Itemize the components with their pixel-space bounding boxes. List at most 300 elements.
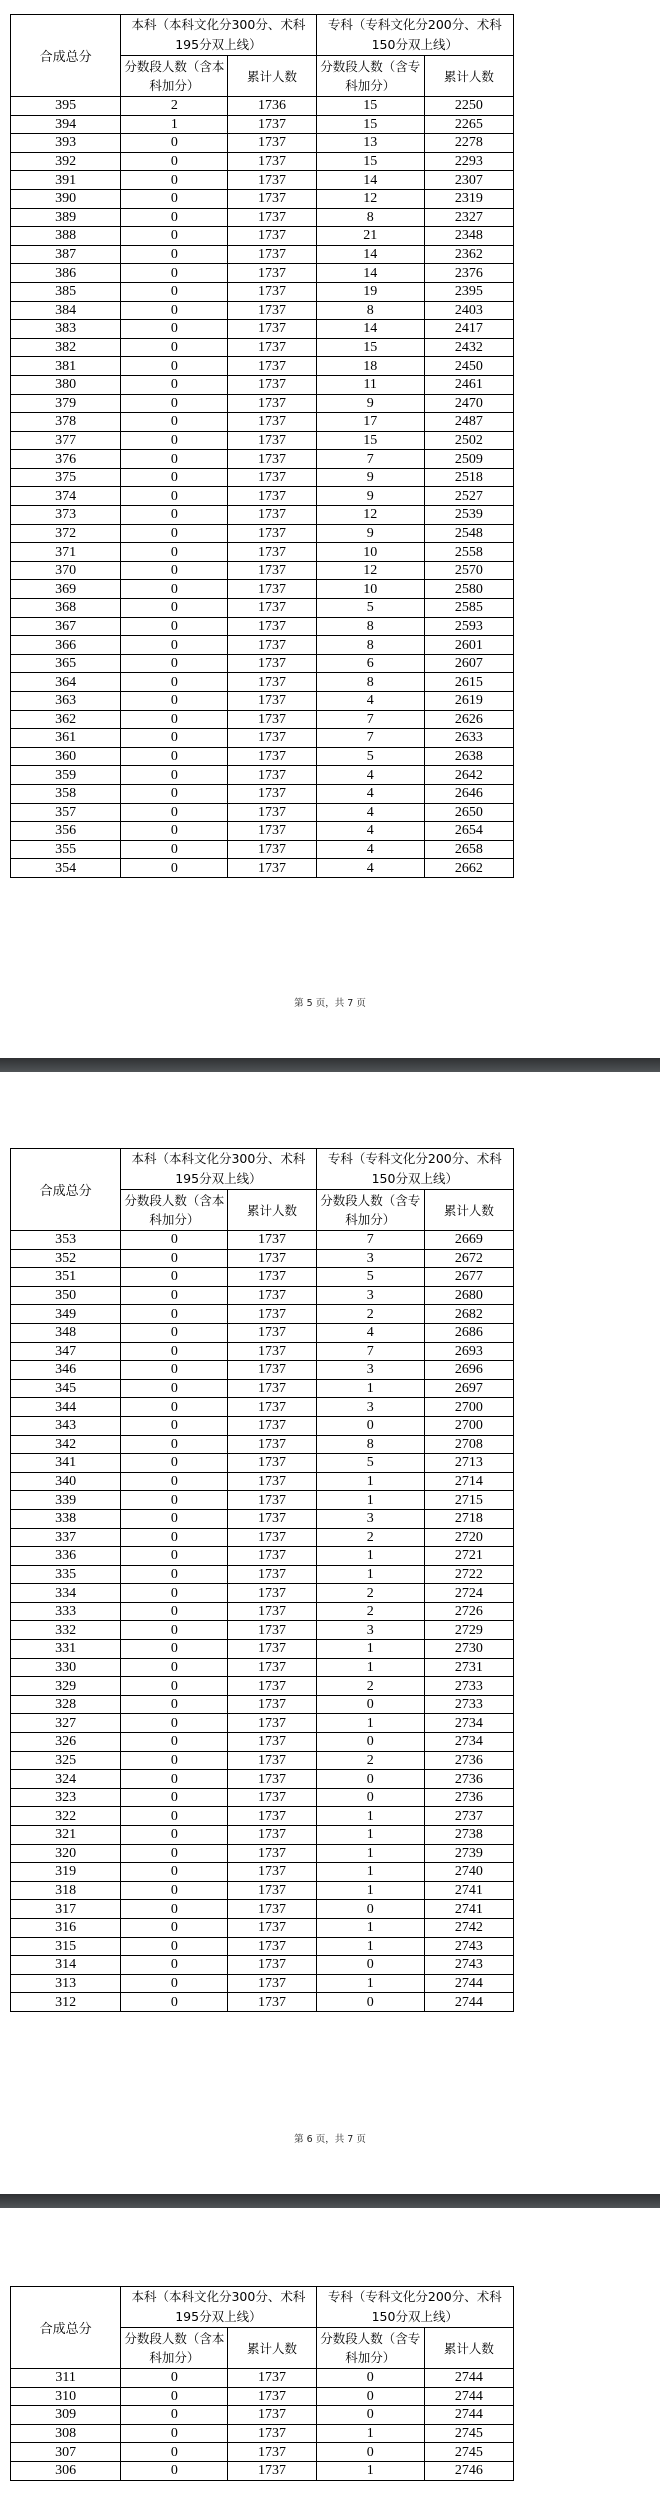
junior-count-cell: 5 [316,599,424,618]
total-score-cell: 394 [11,115,121,134]
junior-cumulative-cell: 2293 [424,152,513,171]
undergrad-count-cell: 0 [121,1863,228,1882]
undergrad-cumulative-cell: 1737 [228,859,316,878]
undergrad-count-cell: 0 [121,245,228,264]
junior-cumulative-cell: 2487 [424,413,513,432]
total-score-cell: 358 [11,784,121,803]
undergrad-cumulative-cell: 1737 [228,803,316,822]
undergrad-count-cell: 0 [121,2424,228,2443]
junior-cumulative-cell: 2417 [424,320,513,339]
undergrad-count-cell: 0 [121,1695,228,1714]
junior-cumulative-cell: 2450 [424,357,513,376]
junior-count-cell: 8 [316,636,424,655]
undergrad-cumulative-cell: 1737 [228,357,316,376]
junior-count-cell: 4 [316,766,424,785]
junior-count-cell: 19 [316,282,424,301]
table-row [11,524,514,543]
undergrad-cumulative-cell: 1737 [228,2443,316,2462]
undergrad-count-cell: 0 [121,152,228,171]
undergrad-cumulative-cell: 1737 [228,729,316,748]
table-row [11,543,514,562]
table-row [11,617,514,636]
undergrad-count-cell: 0 [121,1844,228,1863]
junior-cumulative-cell: 2733 [424,1677,513,1696]
undergrad-count-cell: 0 [121,1398,228,1417]
header-undergrad-count: 分数段人数（含本科加分） [121,56,228,97]
table-row [11,1416,514,1435]
junior-count-cell: 10 [316,543,424,562]
table-row [11,784,514,803]
junior-count-cell: 1 [316,1826,424,1845]
total-score-cell: 320 [11,1844,121,1863]
undergrad-count-cell: 0 [121,729,228,748]
junior-count-cell: 11 [316,375,424,394]
page-footer: 第 6 页，共 7 页 [294,2134,366,2145]
total-score-cell: 380 [11,375,121,394]
header-undergrad-count: 分数段人数（含本科加分） [121,1190,228,1231]
page-5 [0,0,660,1058]
table-row [11,1714,514,1733]
junior-count-cell: 13 [316,134,424,153]
junior-cumulative-cell: 2633 [424,729,513,748]
undergrad-cumulative-cell: 1737 [228,1807,316,1826]
undergrad-cumulative-cell: 1737 [228,1547,316,1566]
undergrad-cumulative-cell: 1737 [228,431,316,450]
total-score-cell: 321 [11,1826,121,1845]
junior-cumulative-cell: 2743 [424,1956,513,1975]
undergrad-cumulative-cell: 1737 [228,1323,316,1342]
total-score-cell: 377 [11,431,121,450]
junior-cumulative-cell: 2686 [424,1323,513,1342]
junior-cumulative-cell: 2741 [424,1900,513,1919]
junior-count-cell: 4 [316,1323,424,1342]
undergrad-count-cell: 0 [121,1472,228,1491]
total-score-cell: 375 [11,468,121,487]
junior-count-cell: 14 [316,320,424,339]
total-score-cell: 353 [11,1231,121,1250]
total-score-cell: 328 [11,1695,121,1714]
table-row [11,171,514,190]
junior-count-cell: 3 [316,1361,424,1380]
junior-cumulative-cell: 2734 [424,1714,513,1733]
total-score-cell: 368 [11,599,121,618]
total-score-cell: 367 [11,617,121,636]
junior-cumulative-cell: 2615 [424,673,513,692]
total-score-cell: 373 [11,506,121,525]
undergrad-count-cell: 0 [121,859,228,878]
undergrad-count-cell: 0 [121,1640,228,1659]
undergrad-cumulative-cell: 1737 [228,599,316,618]
total-score-cell: 335 [11,1565,121,1584]
undergrad-count-cell: 0 [121,1807,228,1826]
junior-count-cell: 1 [316,1491,424,1510]
junior-count-cell: 1 [316,1881,424,1900]
total-score-cell: 391 [11,171,121,190]
undergrad-cumulative-cell: 1737 [228,1342,316,1361]
table-row [11,1937,514,1956]
undergrad-cumulative-cell: 1737 [228,171,316,190]
total-score-cell: 360 [11,747,121,766]
undergrad-cumulative-cell: 1737 [228,822,316,841]
total-score-cell: 308 [11,2424,121,2443]
undergrad-cumulative-cell: 1737 [228,1826,316,1845]
undergrad-count-cell: 0 [121,1621,228,1640]
junior-count-cell: 17 [316,413,424,432]
junior-cumulative-cell: 2527 [424,487,513,506]
table-row [11,1956,514,1975]
undergrad-cumulative-cell: 1737 [228,654,316,673]
total-score-cell: 316 [11,1918,121,1937]
undergrad-cumulative-cell: 1737 [228,1751,316,1770]
total-score-cell: 381 [11,357,121,376]
junior-cumulative-cell: 2743 [424,1937,513,1956]
undergrad-cumulative-cell: 1737 [228,1602,316,1621]
undergrad-count-cell: 0 [121,636,228,655]
undergrad-count-cell: 0 [121,561,228,580]
undergrad-count-cell: 0 [121,1565,228,1584]
junior-count-cell: 0 [316,1900,424,1919]
junior-cumulative-cell: 2642 [424,766,513,785]
undergrad-count-cell: 0 [121,654,228,673]
total-score-cell: 386 [11,264,121,283]
junior-cumulative-cell: 2650 [424,803,513,822]
junior-count-cell: 7 [316,710,424,729]
junior-cumulative-cell: 2738 [424,1826,513,1845]
table-row [11,2387,514,2406]
junior-count-cell: 0 [316,1733,424,1752]
undergrad-count-cell: 0 [121,1584,228,1603]
junior-cumulative-cell: 2700 [424,1398,513,1417]
junior-cumulative-cell: 2348 [424,227,513,246]
junior-count-cell: 1 [316,1547,424,1566]
junior-cumulative-cell: 2744 [424,1993,513,2012]
junior-count-cell: 2 [316,1602,424,1621]
header-undergrad-group: 本科（本科文化分300分、术科195分双上线） [121,2287,316,2328]
total-score-cell: 351 [11,1268,121,1287]
undergrad-count-cell: 0 [121,1323,228,1342]
junior-cumulative-cell: 2432 [424,338,513,357]
undergrad-cumulative-cell: 1737 [228,1733,316,1752]
junior-cumulative-cell: 2740 [424,1863,513,1882]
junior-count-cell: 0 [316,1416,424,1435]
total-score-cell: 364 [11,673,121,692]
junior-cumulative-cell: 2607 [424,654,513,673]
junior-cumulative-cell: 2720 [424,1528,513,1547]
total-score-cell: 346 [11,1361,121,1380]
junior-cumulative-cell: 2729 [424,1621,513,1640]
undergrad-cumulative-cell: 1737 [228,134,316,153]
table-row [11,2424,514,2443]
header-junior-cumulative: 累计人数 [424,56,513,97]
undergrad-count-cell: 0 [121,1268,228,1287]
junior-count-cell: 15 [316,338,424,357]
undergrad-count-cell: 0 [121,1770,228,1789]
table-row [11,729,514,748]
undergrad-cumulative-cell: 1737 [228,1956,316,1975]
undergrad-count-cell: 0 [121,1342,228,1361]
total-score-cell: 309 [11,2406,121,2425]
undergrad-cumulative-cell: 1737 [228,375,316,394]
undergrad-count-cell: 0 [121,599,228,618]
undergrad-count-cell: 0 [121,431,228,450]
table-row [11,840,514,859]
table-row [11,1268,514,1287]
header-junior-count: 分数段人数（含专科加分） [316,2328,424,2369]
total-score-cell: 390 [11,189,121,208]
junior-cumulative-cell: 2745 [424,2424,513,2443]
undergrad-count-cell: 0 [121,580,228,599]
junior-count-cell: 1 [316,1974,424,1993]
table-row [11,2406,514,2425]
table-row [11,747,514,766]
undergrad-cumulative-cell: 1737 [228,1900,316,1919]
undergrad-cumulative-cell: 1737 [228,1918,316,1937]
undergrad-count-cell: 0 [121,1231,228,1250]
table-row [11,1435,514,1454]
total-score-cell: 359 [11,766,121,785]
junior-count-cell: 8 [316,301,424,320]
table-row [11,1863,514,1882]
junior-count-cell: 1 [316,1379,424,1398]
table-row [11,654,514,673]
junior-cumulative-cell: 2585 [424,599,513,618]
undergrad-cumulative-cell: 1737 [228,1379,316,1398]
junior-cumulative-cell: 2580 [424,580,513,599]
score-table [10,1148,514,2012]
junior-cumulative-cell: 2722 [424,1565,513,1584]
total-score-cell: 387 [11,245,121,264]
table-row [11,636,514,655]
total-score-cell: 322 [11,1807,121,1826]
table-row [11,561,514,580]
score-table [10,14,514,878]
table-body [11,97,514,878]
table-row [11,468,514,487]
junior-cumulative-cell: 2470 [424,394,513,413]
junior-cumulative-cell: 2744 [424,2387,513,2406]
table-row [11,1733,514,1752]
junior-count-cell: 0 [316,1695,424,1714]
undergrad-cumulative-cell: 1737 [228,1788,316,1807]
undergrad-count-cell: 0 [121,803,228,822]
table-row [11,1677,514,1696]
junior-count-cell: 15 [316,431,424,450]
junior-count-cell: 9 [316,524,424,543]
junior-count-cell: 1 [316,1565,424,1584]
undergrad-count-cell: 0 [121,301,228,320]
undergrad-cumulative-cell: 1737 [228,1640,316,1659]
undergrad-cumulative-cell: 1737 [228,1677,316,1696]
junior-cumulative-cell: 2737 [424,1807,513,1826]
table-row [11,1305,514,1324]
junior-cumulative-cell: 2502 [424,431,513,450]
undergrad-count-cell: 0 [121,1918,228,1937]
undergrad-count-cell: 1 [121,115,228,134]
junior-cumulative-cell: 2626 [424,710,513,729]
undergrad-count-cell: 0 [121,1788,228,1807]
table-row [11,189,514,208]
undergrad-cumulative-cell: 1737 [228,636,316,655]
undergrad-cumulative-cell: 1737 [228,766,316,785]
undergrad-cumulative-cell: 1737 [228,1268,316,1287]
undergrad-count-cell: 0 [121,1937,228,1956]
table-row [11,1286,514,1305]
total-score-cell: 393 [11,134,121,153]
total-score-cell: 376 [11,450,121,469]
undergrad-count-cell: 0 [121,543,228,562]
undergrad-cumulative-cell: 1737 [228,543,316,562]
undergrad-count-cell: 0 [121,1956,228,1975]
junior-count-cell: 2 [316,1751,424,1770]
undergrad-cumulative-cell: 1737 [228,1863,316,1882]
junior-cumulative-cell: 2539 [424,506,513,525]
total-score-cell: 306 [11,2461,121,2480]
undergrad-count-cell: 0 [121,1528,228,1547]
total-score-cell: 327 [11,1714,121,1733]
table-row [11,822,514,841]
junior-count-cell: 1 [316,1472,424,1491]
undergrad-count-cell: 0 [121,1974,228,1993]
junior-count-cell: 12 [316,561,424,580]
total-score-cell: 340 [11,1472,121,1491]
table-row [11,2369,514,2388]
total-score-cell: 395 [11,97,121,116]
table-row [11,1826,514,1845]
total-score-cell: 319 [11,1863,121,1882]
junior-count-cell: 14 [316,171,424,190]
junior-cumulative-cell: 2744 [424,2369,513,2388]
undergrad-count-cell: 0 [121,1416,228,1435]
total-score-cell: 337 [11,1528,121,1547]
undergrad-cumulative-cell: 1737 [228,115,316,134]
table-row [11,1695,514,1714]
junior-count-cell: 14 [316,264,424,283]
undergrad-cumulative-cell: 1737 [228,1454,316,1473]
total-score-cell: 341 [11,1454,121,1473]
junior-cumulative-cell: 2395 [424,282,513,301]
table-row [11,1751,514,1770]
junior-count-cell: 3 [316,1286,424,1305]
undergrad-count-cell: 0 [121,822,228,841]
total-score-cell: 355 [11,840,121,859]
table-row [11,1249,514,1268]
total-score-cell: 330 [11,1658,121,1677]
junior-count-cell: 6 [316,654,424,673]
undergrad-count-cell: 0 [121,2443,228,2462]
table-row [11,859,514,878]
junior-cumulative-cell: 2319 [424,189,513,208]
junior-cumulative-cell: 2734 [424,1733,513,1752]
page-footer: 第 5 页，共 7 页 [294,998,366,1009]
undergrad-cumulative-cell: 1737 [228,450,316,469]
undergrad-count-cell: 0 [121,189,228,208]
total-score-cell: 325 [11,1751,121,1770]
total-score-cell: 366 [11,636,121,655]
undergrad-cumulative-cell: 1737 [228,189,316,208]
undergrad-count-cell: 0 [121,338,228,357]
junior-count-cell: 3 [316,1621,424,1640]
junior-cumulative-cell: 2461 [424,375,513,394]
table-row [11,450,514,469]
total-score-cell: 329 [11,1677,121,1696]
total-score-cell: 363 [11,692,121,711]
junior-count-cell: 8 [316,673,424,692]
total-score-cell: 361 [11,729,121,748]
junior-count-cell: 2 [316,1584,424,1603]
table-row [11,1231,514,1250]
undergrad-count-cell: 0 [121,1249,228,1268]
table-row [11,301,514,320]
junior-cumulative-cell: 2638 [424,747,513,766]
table-row [11,710,514,729]
page-6 [0,1072,660,2194]
table-row [11,320,514,339]
undergrad-count-cell: 0 [121,487,228,506]
junior-cumulative-cell: 2744 [424,2406,513,2425]
undergrad-count-cell: 0 [121,2387,228,2406]
junior-count-cell: 15 [316,115,424,134]
undergrad-cumulative-cell: 1737 [228,320,316,339]
table-row [11,506,514,525]
junior-cumulative-cell: 2700 [424,1416,513,1435]
junior-count-cell: 1 [316,2461,424,2480]
undergrad-cumulative-cell: 1737 [228,394,316,413]
table-row [11,115,514,134]
undergrad-count-cell: 0 [121,1751,228,1770]
total-score-cell: 342 [11,1435,121,1454]
total-score-cell: 339 [11,1491,121,1510]
table-row [11,1640,514,1659]
undergrad-cumulative-cell: 1737 [228,617,316,636]
table-row [11,1361,514,1380]
table-row [11,208,514,227]
score-table [10,2286,514,2481]
junior-count-cell: 21 [316,227,424,246]
undergrad-cumulative-cell: 1737 [228,227,316,246]
junior-cumulative-cell: 2265 [424,115,513,134]
table-row [11,599,514,618]
junior-cumulative-cell: 2731 [424,1658,513,1677]
junior-count-cell: 7 [316,1342,424,1361]
table-row [11,1323,514,1342]
total-score-cell: 378 [11,413,121,432]
table-row [11,338,514,357]
undergrad-cumulative-cell: 1737 [228,524,316,543]
undergrad-count-cell: 0 [121,747,228,766]
junior-cumulative-cell: 2278 [424,134,513,153]
header-total-score: 合成总分 [11,1149,121,1231]
junior-cumulative-cell: 2713 [424,1454,513,1473]
undergrad-count-cell: 0 [121,394,228,413]
table-row [11,1565,514,1584]
total-score-cell: 323 [11,1788,121,1807]
page-separator [0,2194,660,2208]
undergrad-cumulative-cell: 1737 [228,1435,316,1454]
header-undergrad-cumulative: 累计人数 [228,1190,316,1231]
undergrad-cumulative-cell: 1737 [228,245,316,264]
table-row [11,97,514,116]
header-undergrad-cumulative: 累计人数 [228,2328,316,2369]
junior-cumulative-cell: 2736 [424,1788,513,1807]
junior-count-cell: 4 [316,840,424,859]
junior-count-cell: 0 [316,1770,424,1789]
total-score-cell: 389 [11,208,121,227]
table-row [11,1602,514,1621]
undergrad-cumulative-cell: 1737 [228,468,316,487]
junior-cumulative-cell: 2724 [424,1584,513,1603]
total-score-cell: 336 [11,1547,121,1566]
junior-count-cell: 4 [316,859,424,878]
